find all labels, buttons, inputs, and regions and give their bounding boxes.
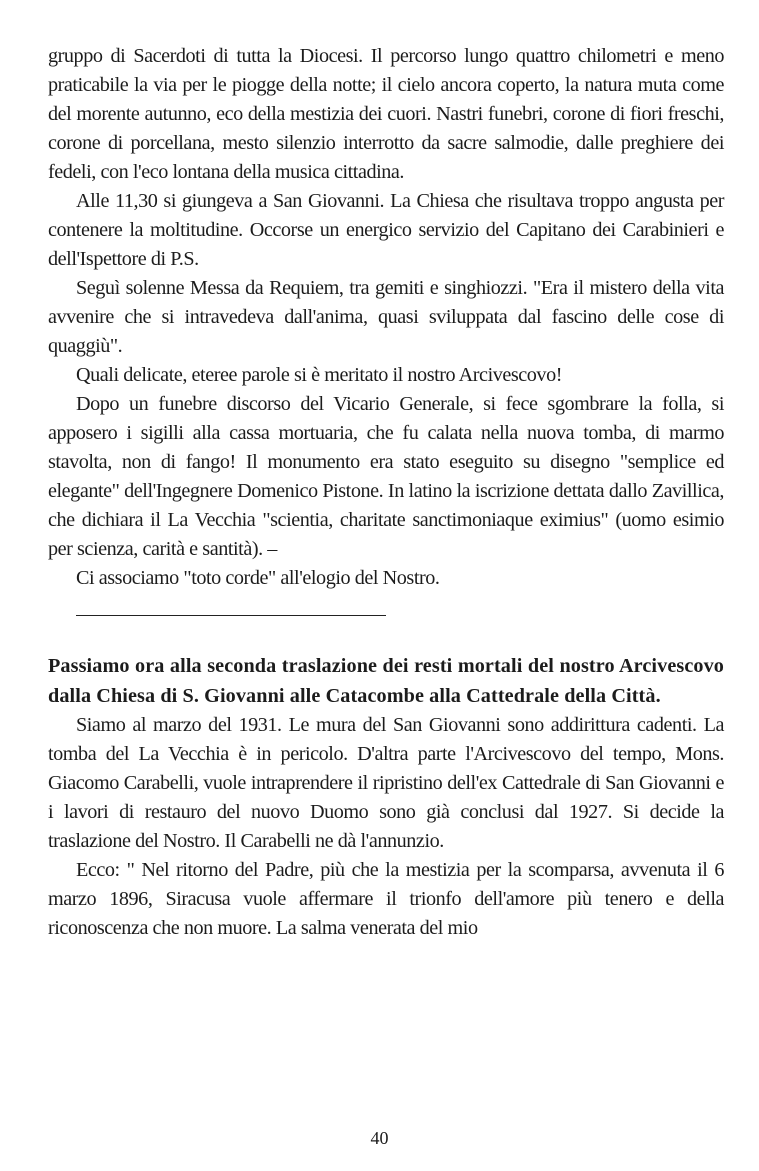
section-heading: Passiamo ora alla seconda traslazione dei resti mortali del nostro Arcivescovo dalla Chiesa di S. Giovanni alle Catacombe alla Cattedrale della Città. bbox=[48, 655, 724, 707]
paragraph-requiem: Seguì solenne Messa da Requiem, tra gemiti e singhiozzi. "Era il mistero della vita avvenire che si intravedeva dall'anima, quasi sviluppata dal fascino delle cose di quaggiù". bbox=[48, 277, 724, 357]
page-body bbox=[48, 42, 724, 943]
section-divider bbox=[76, 615, 386, 616]
paragraph-exclamation: Quali delicate, eteree parole si è meritato il nostro Arcivescovo! bbox=[76, 364, 562, 386]
paragraph-announcement: Ecco: " Nel ritorno del Padre, più che la mestizia per la scomparsa, avvenuta il 6 marzo 1896, Siracusa vuole affermare il trionfo dell'amore più tenero e della riconoscenza che non muore. La salma venerata del mio bbox=[48, 859, 724, 939]
paragraph-burial: Dopo un funebre discorso del Vicario Generale, si fece sgombrare la folla, si apposero i sigilli alla cassa mortuaria, che fu calata nella nuova tomba, di marmo stavolta, non di fango! Il monumento era stato eseguito su disegno "semplice ed elegante" dell'Ingegnere Domenico Pistone. In latino la iscrizione dettata dallo Zavillica, che dichiara il La Vecchia "scientia, charitate sanctimoniaque eximius" (uomo esimio per scienza, carità e santità). – bbox=[48, 393, 724, 560]
paragraph-march-1931: Siamo al marzo del 1931. Le mura del San Giovanni sono addirittura cadenti. La tomba del La Vecchia è in pericolo. D'altra parte l'Arcivescovo del tempo, Mons. Giacomo Carabelli, vuole intraprendere il ripristino dell'ex Cattedrale di San Giovanni e i lavori di restauro del nuovo Duomo sono già conclusi dal 1927. Si decide la traslazione del Nostro. Il Carabelli ne dà l'annunzio. bbox=[48, 714, 724, 852]
paragraph-tribute: Ci associamo "toto corde" all'elogio del Nostro. bbox=[76, 567, 440, 589]
paragraph-continued: gruppo di Sacerdoti di tutta la Diocesi. Il percorso lungo quattro chilometri e meno praticabile la via per le piogge della notte; il cielo ancora coperto, la natura muta come del morente autunno, eco della mestizia dei cuori. Nastri funebri, corone di fiori freschi, corone di porcellana, mesto silenzio interrotto da sacre salmodie, dalle preghiere dei fedeli, con l'eco lontana della musica cittadina. bbox=[48, 45, 724, 183]
paragraph-arrival: Alle 11,30 si giungeva a San Giovanni. La Chiesa che risultava troppo angusta per contenere la moltitudine. Occorse un energico servizio del Capitano dei Carabinieri e dell'Ispettore di P.S. bbox=[48, 190, 724, 270]
page-number: 40 bbox=[370, 1128, 389, 1148]
